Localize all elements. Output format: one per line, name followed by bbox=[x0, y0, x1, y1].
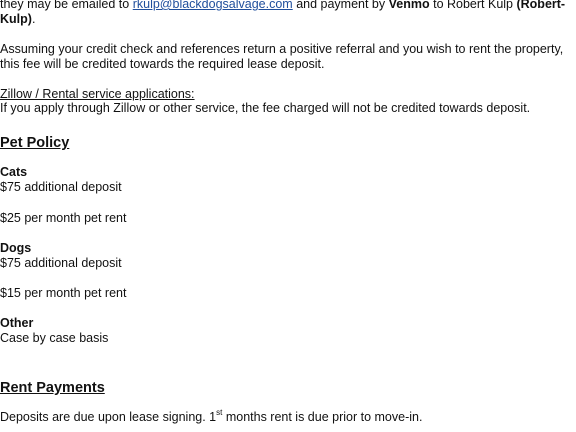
zillow-heading: Zillow / Rental service applications: bbox=[0, 87, 195, 101]
payment-text-pre: they may be emailed to bbox=[0, 0, 133, 11]
rent-text-post: months rent is due prior to move-in. bbox=[222, 410, 423, 424]
email-link[interactable]: rkulp@blackdogsalvage.com bbox=[132, 0, 293, 11]
payment-line-1 bbox=[0, 0, 565, 12]
credit-line-2: this fee will be credited towards the required lease deposit. bbox=[0, 57, 325, 71]
rent-payments-text bbox=[0, 407, 423, 425]
venmo-handle-end: Kulp) bbox=[0, 12, 32, 26]
dogs-deposit: $75 additional deposit bbox=[0, 256, 122, 270]
cats-deposit: $75 additional deposit bbox=[0, 180, 122, 194]
other-text: Case by case basis bbox=[0, 331, 109, 345]
dogs-rent: $15 per month pet rent bbox=[0, 286, 127, 300]
cats-label: Cats bbox=[0, 165, 28, 179]
dogs-label: Dogs bbox=[0, 241, 32, 255]
payment-period: . bbox=[31, 12, 36, 26]
rent-text-sup: st bbox=[216, 407, 223, 417]
other-label: Other bbox=[0, 316, 34, 330]
venmo-label: Venmo bbox=[388, 0, 430, 11]
cats-rent: $25 per month pet rent bbox=[0, 211, 127, 225]
pet-policy-heading: Pet Policy bbox=[0, 135, 70, 151]
credit-line-1: Assuming your credit check and references return a positive referral and you wish to rent the property, bbox=[0, 42, 564, 56]
zillow-text: If you apply through Zillow or other service, the fee charged will not be credited towards deposit. bbox=[0, 101, 531, 115]
payment-text-mid: and payment by bbox=[292, 0, 389, 11]
payment-line-2 bbox=[0, 12, 35, 27]
rent-text-pre: Deposits are due upon lease signing. 1 bbox=[0, 410, 217, 424]
rent-payments-heading: Rent Payments bbox=[0, 380, 105, 396]
venmo-handle-start: (Robert- bbox=[516, 0, 566, 11]
payment-text-post: to Robert Kulp bbox=[429, 0, 517, 11]
